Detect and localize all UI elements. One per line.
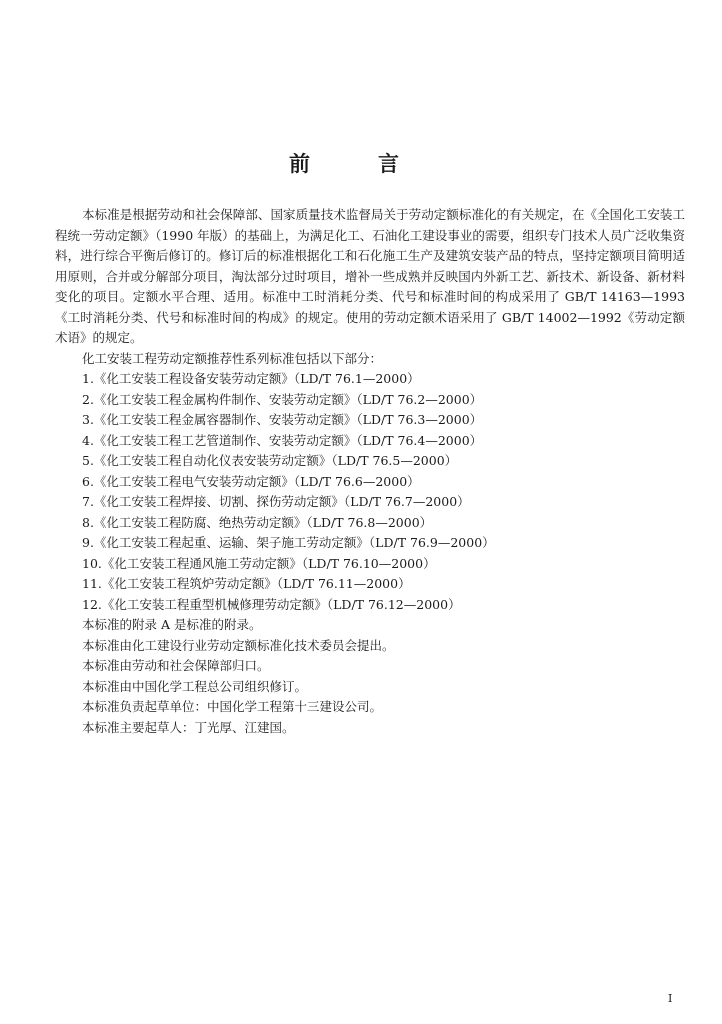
list-item: 5.《化工安装工程自动化仪表安装劳动定额》（LD/T 76.5—2000） [82,453,458,468]
list-item: 8.《化工安装工程防腐、绝热劳动定额》（LD/T 76.8—2000） [82,514,433,530]
list-item: 7.《化工安装工程焊接、切割、探伤劳动定额》（LD/T 76.7—2000） [82,494,470,509]
series-list [55,369,685,615]
reviser-note: 本标准由中国化学工程总公司组织修订。 [82,678,308,694]
appendix-note: 本标准的附录 A 是标准的附录。 [82,617,262,632]
list-item: 9.《化工安装工程起重、运输、架子施工劳动定额》（LD/T 76.9—2000） [82,535,495,550]
list-item: 6.《化工安装工程电气安装劳动定额》（LD/T 76.6—2000） [82,473,420,489]
page-title: 前言 [289,152,467,176]
list-item: 12.《化工安装工程重型机械修理劳动定额》（LD/T 76.12—2000） [82,596,461,612]
drafters-note: 本标准主要起草人：丁光厚、江建国。 [82,719,295,735]
administrator-note: 本标准由劳动和社会保障部归口。 [82,658,270,673]
page-number: I [668,992,673,1005]
list-item: 2.《化工安装工程金属构件制作、安装劳动定额》（LD/T 76.2—2000） [82,391,483,407]
list-item: 4.《化工安装工程工艺管道制作、安装劳动定额》（LD/T 76.4—2000） [82,432,483,448]
intro-paragraph: 本标准是根据劳动和社会保障部、国家质量技术监督局关于劳动定额标准化的有关规定，在《全国化工安装工程统一劳动定额》（1990 年版）的基础上，为满足化工、石油化工建设事业的需要，组织专门技术人员广泛收集资料，进行综合平衡后修订的。修订后的标准根据化工和石化施工生产及建筑安装产品的特点，坚持定额项目简明适用原则，合并或分解部分项目，淘汰部分过时项目，增补一些成熟并反映国内外新工艺、新技术、新设备、新材料变化的项目。定额水平合理、适用。标准中工时消耗分类、代号和标准时间的构成采用了 GB/T 14163—1993《工时消耗分类、代号和标准时间的构成》的规定。使用的劳动定额术语采用了 GB/T 14002—1992《劳动定额术语》的规定。 [55,207,685,345]
list-item: 10.《化工安装工程通风施工劳动定额》（LD/T 76.10—2000） [82,555,436,571]
list-item: 11.《化工安装工程筑炉劳动定额》（LD/T 76.11—2000） [82,576,411,591]
proposer-note: 本标准由化工建设行业劳动定额标准化技术委员会提出。 [82,637,395,653]
series-intro: 化工安装工程劳动定额推荐性系列标准包括以下部分： [82,350,383,366]
drafting-unit-note: 本标准负责起草单位：中国化学工程第十三建设公司。 [82,699,383,714]
list-item: 3.《化工安装工程金属容器制作、安装劳动定额》（LD/T 76.3—2000） [82,412,483,427]
list-item: 1.《化工安装工程设备安装劳动定额》（LD/T 76.1—2000） [82,371,420,386]
closing-section [55,615,685,738]
preface-body [55,205,685,738]
